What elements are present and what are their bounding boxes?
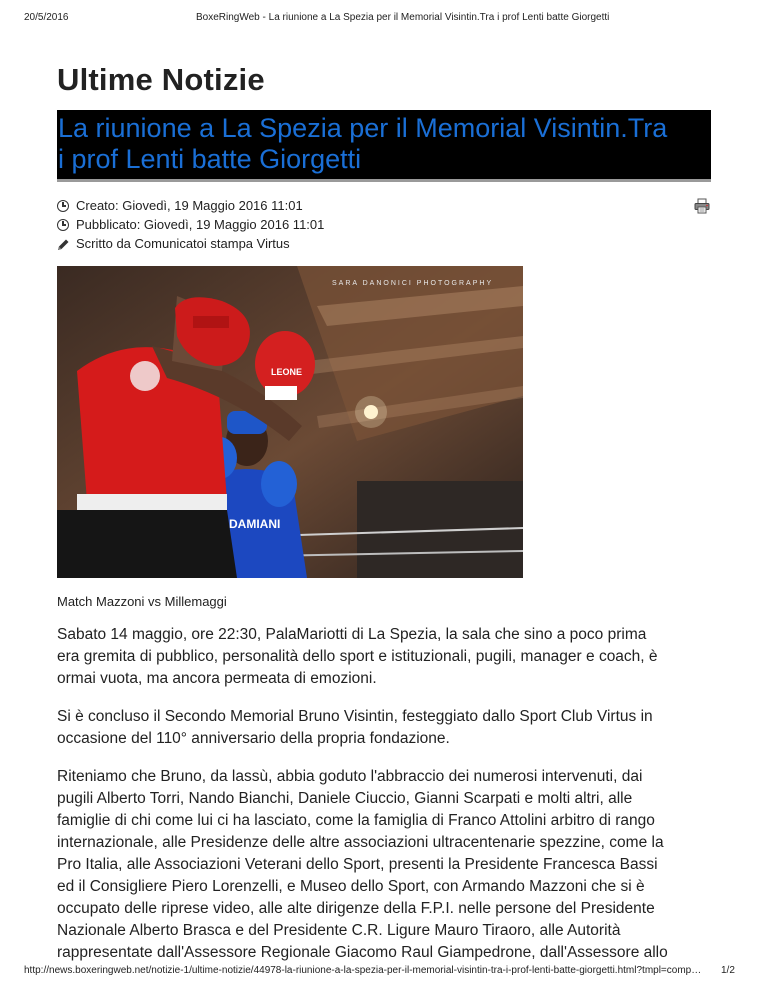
photo-caption: Match Mazzoni vs Millemaggi	[57, 594, 227, 609]
text-line: ormai vuota, ma ancora permeata di emozioni.	[57, 670, 377, 687]
author	[57, 234, 324, 253]
print-date: 20/5/2016	[24, 12, 69, 23]
clock-icon	[57, 219, 69, 231]
photo-watermark: SARA DANONICI PHOTOGRAPHY	[332, 280, 494, 287]
paragraph-1	[57, 624, 717, 690]
pencil-icon	[57, 238, 69, 250]
headline-banner	[57, 110, 711, 182]
published-text: Pubblicato: Giovedì, 19 Maggio 2016 11:01	[76, 217, 325, 232]
paragraph-3	[57, 766, 717, 964]
glove-text: LEONE	[271, 367, 303, 377]
created-text: Creato: Giovedì, 19 Maggio 2016 11:01	[76, 198, 303, 213]
article-meta	[57, 196, 324, 253]
headline-line-2: i prof Lenti batte Giorgetti	[58, 144, 362, 174]
print-page-title: BoxeRingWeb - La riunione a La Spezia per il Memorial Visintin.Tra i prof Lenti batte Giorgetti	[196, 12, 610, 23]
text-line: famiglie di chi come lui ci ha lasciato, come la famiglia di Franco Attolini arbitro di rango	[57, 812, 655, 829]
page-url[interactable]: http://news.boxeringweb.net/notizie-1/ultime-notizie/44978-la-riunione-a-la-spezia-per-il-memorial-visintin-tra-i-prof-lenti-batte-giorgetti.html?tmpl=comp…	[24, 965, 702, 976]
page-number: 1/2	[721, 965, 735, 976]
created-date	[57, 196, 324, 215]
published-date	[57, 215, 324, 234]
printer-icon[interactable]	[694, 198, 710, 214]
section-title: Ultime Notizie	[57, 62, 265, 97]
article-body	[57, 624, 717, 980]
text-line: Riteniamo che Bruno, da lassù, abbia goduto l'abbraccio dei numerosi intervenuti, dai	[57, 768, 643, 785]
paragraph-2	[57, 706, 717, 750]
text-line: ed il Consigliere Piero Lorenzelli, e Museo dello Sport, con Armando Mazzoni che si è	[57, 878, 645, 895]
article-headline[interactable]	[57, 110, 711, 175]
shirt-text: DAMIANI	[229, 517, 281, 531]
article-photo	[57, 266, 523, 578]
text-line: occupato delle riprese video, alle alte dirigenze della F.P.I. nelle persone del Presidente	[57, 900, 655, 917]
text-line: Sabato 14 maggio, ore 22:30, PalaMariotti di La Spezia, la sala che sino a poco prima	[57, 626, 647, 643]
text-line: occasione del 110° anniversario della propria fondazione.	[57, 730, 450, 747]
author-text: Scritto da Comunicatoi stampa Virtus	[76, 236, 290, 251]
text-line: era gremita di pubblico, personalità dello sport e istituzionali, pugili, manager e coach, è	[57, 648, 658, 665]
text-line: Si è concluso il Secondo Memorial Bruno Visintin, festeggiato dallo Sport Club Virtus in	[57, 708, 653, 725]
text-line: pugili Alberto Torri, Nando Bianchi, Daniele Ciuccio, Gianni Scarpati e molti altri, alle	[57, 790, 633, 807]
text-line: rappresentate dall'Assessore Regionale Giacomo Raul Giampedrone, dall'Assessore allo	[57, 944, 668, 961]
headline-line-1: La riunione a La Spezia per il Memorial Visintin.Tra	[58, 113, 668, 143]
clock-icon	[57, 200, 69, 212]
text-line: Pro Italia, alle Associazioni Veterani dello Sport, presenti la Presidente Francesca Bassi	[57, 856, 658, 873]
text-line: Nazionale Alberto Brasca e del Presidente C.R. Ligure Mauro Tiraoro, alle Autorità	[57, 922, 621, 939]
text-line: internazionale, alle Presidenze delle altre associazioni ultracentenarie spezzine, come la	[57, 834, 664, 851]
